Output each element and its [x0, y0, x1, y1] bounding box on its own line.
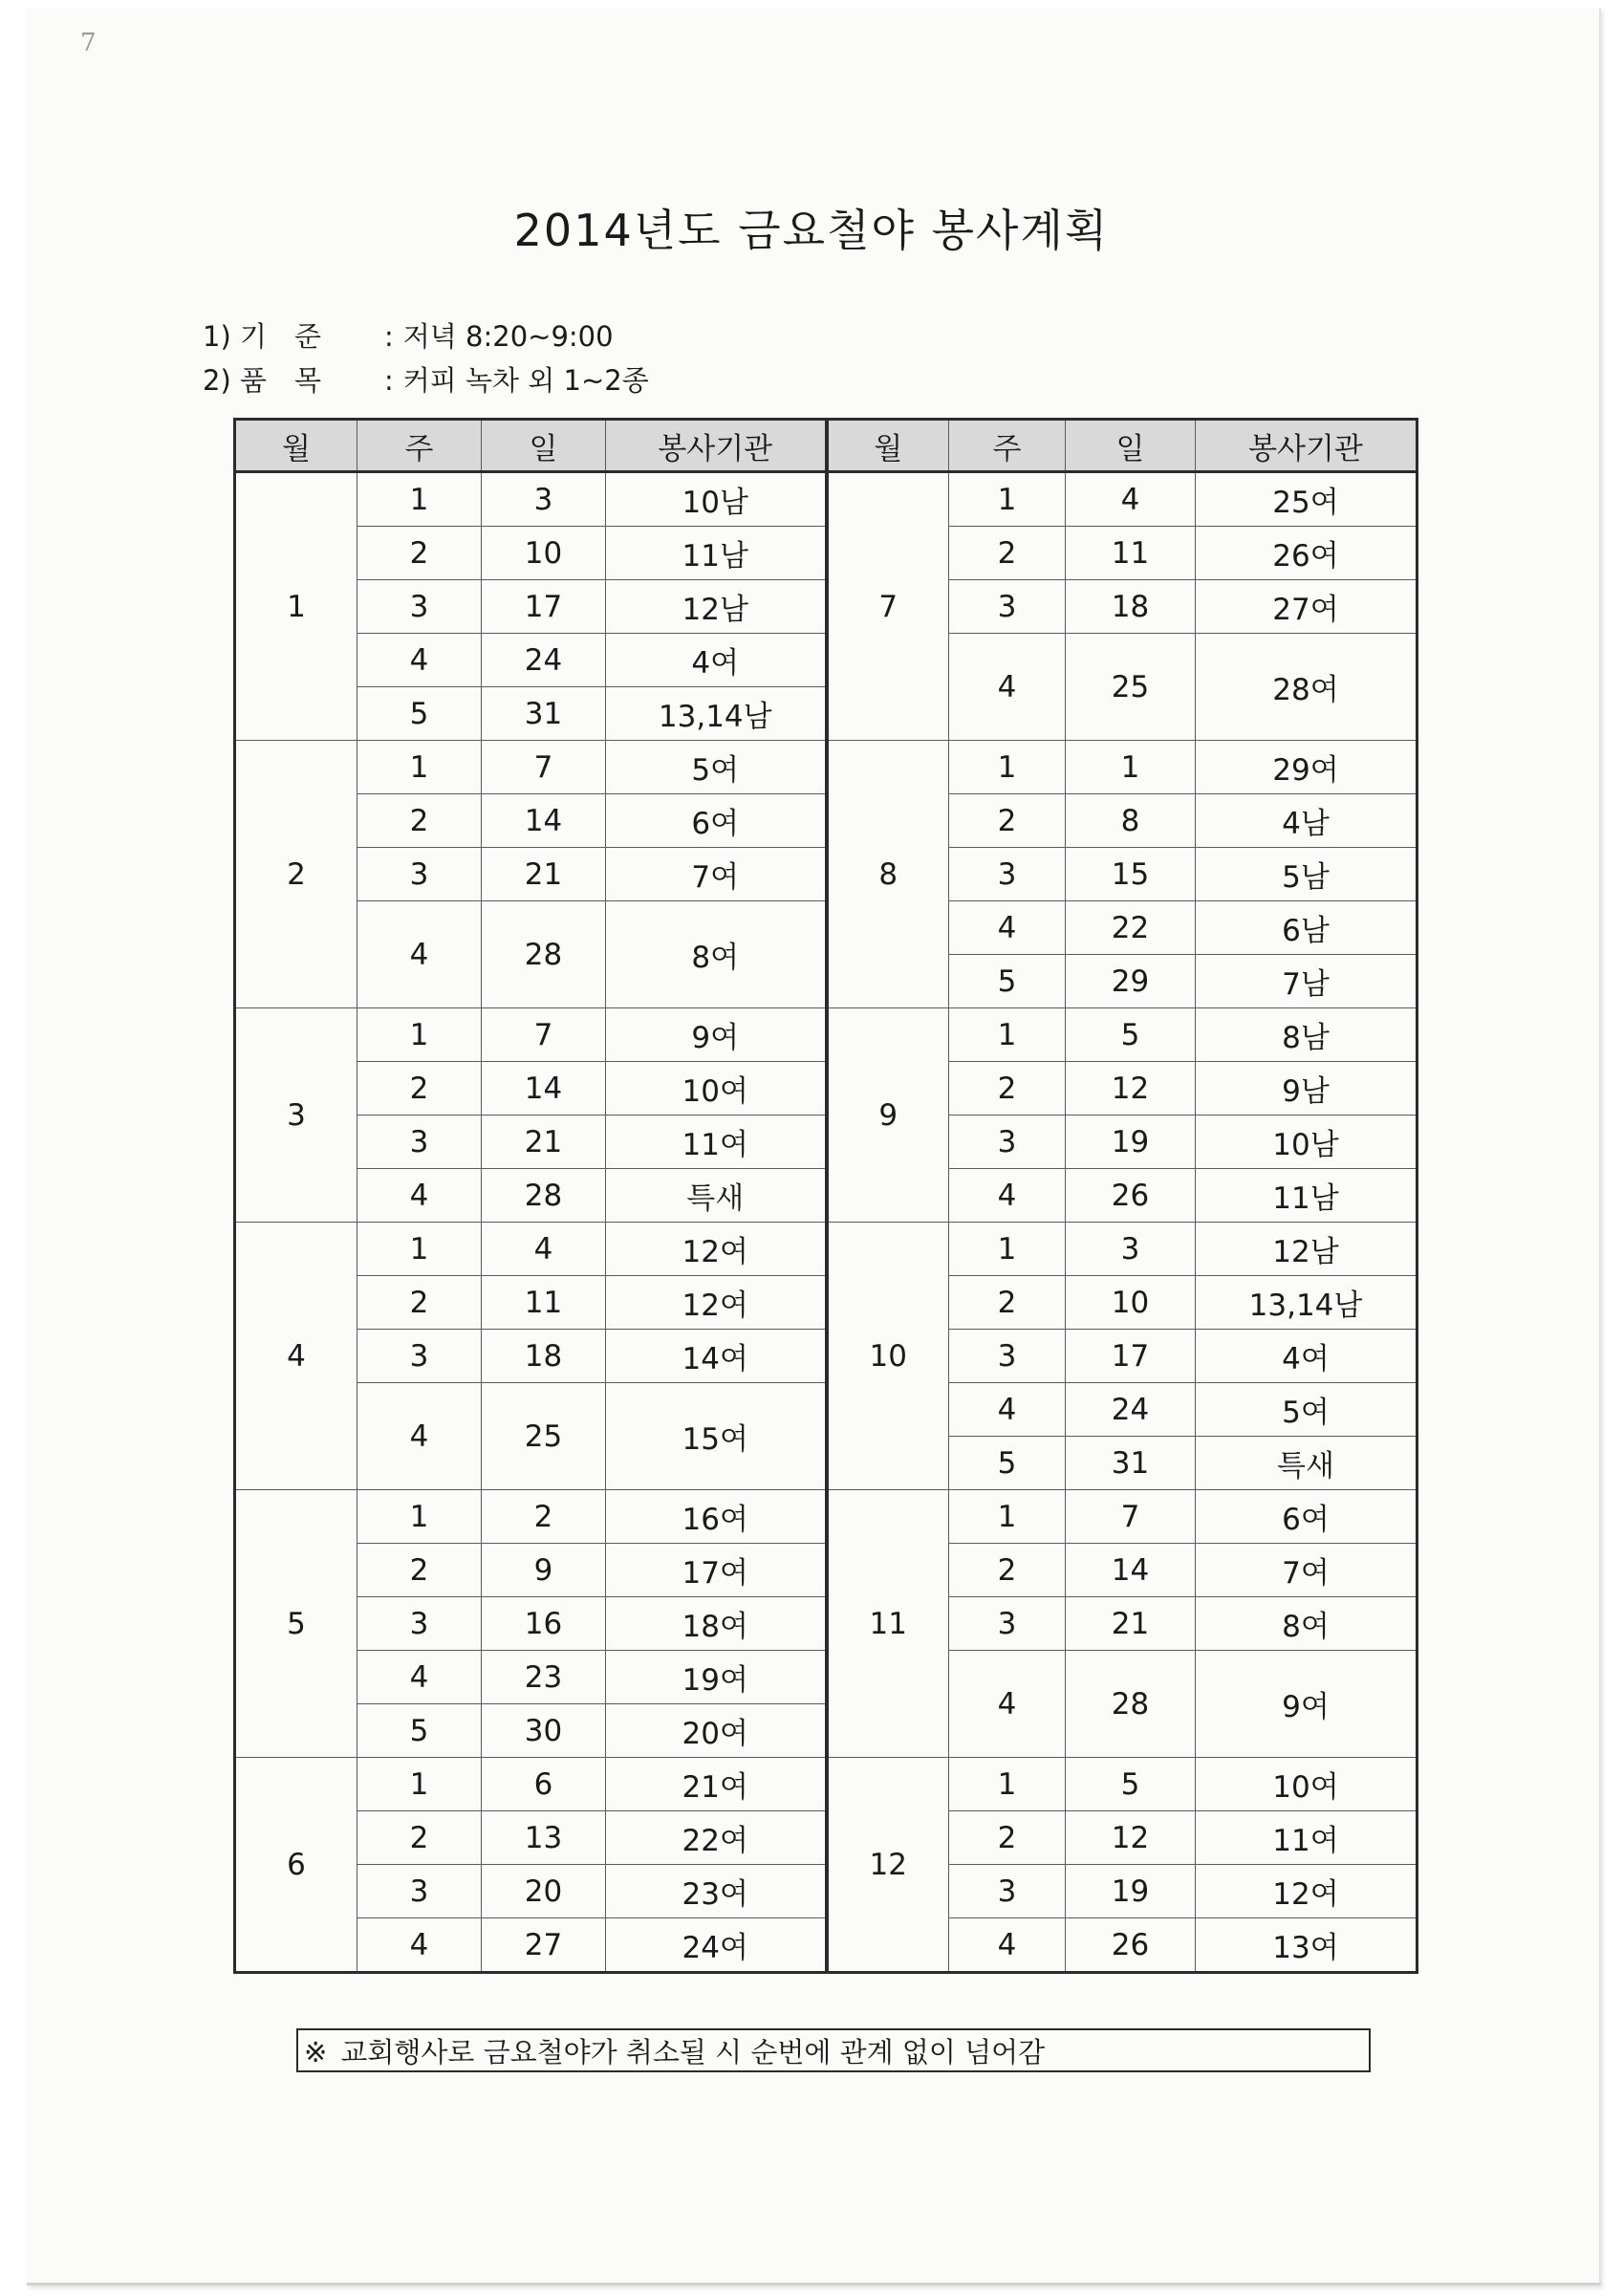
month-cell: 3 — [235, 1008, 357, 1223]
org-cell: 7남 — [1196, 955, 1417, 1008]
day-cell: 25 — [482, 1383, 606, 1490]
week-cell: 2 — [949, 794, 1066, 848]
org-cell: 12남 — [1196, 1223, 1417, 1276]
day-cell: 17 — [482, 580, 606, 634]
table-row — [235, 741, 1417, 794]
table-row — [235, 1490, 1417, 1544]
org-cell: 25여 — [1196, 472, 1417, 527]
header-row — [235, 420, 1417, 472]
table-row — [235, 1116, 1417, 1169]
day-cell: 12 — [1066, 1811, 1196, 1865]
week-cell: 4 — [357, 1169, 482, 1223]
org-cell: 7여 — [606, 848, 827, 901]
org-cell: 6여 — [606, 794, 827, 848]
month-cell: 7 — [827, 472, 949, 741]
org-cell: 11여 — [606, 1116, 827, 1169]
org-cell: 5여 — [1196, 1383, 1417, 1437]
org-cell: 특새 — [1196, 1437, 1417, 1490]
month-cell: 8 — [827, 741, 949, 1008]
table-row — [235, 1651, 1417, 1704]
org-cell: 12여 — [1196, 1865, 1417, 1918]
week-cell: 2 — [357, 1811, 482, 1865]
table-row — [235, 527, 1417, 580]
week-cell: 3 — [949, 1116, 1066, 1169]
week-cell: 3 — [949, 848, 1066, 901]
org-cell: 10여 — [606, 1062, 827, 1116]
day-cell: 14 — [1066, 1544, 1196, 1597]
cancellation-note — [296, 2028, 1371, 2072]
org-cell: 18여 — [606, 1597, 827, 1651]
day-cell: 4 — [1066, 472, 1196, 527]
org-cell: 11여 — [1196, 1811, 1417, 1865]
week-cell: 4 — [949, 634, 1066, 741]
day-cell: 14 — [482, 1062, 606, 1116]
org-cell: 21여 — [606, 1758, 827, 1811]
day-cell: 4 — [482, 1223, 606, 1276]
day-cell: 21 — [482, 1116, 606, 1169]
day-cell: 28 — [482, 901, 606, 1008]
criteria-label: 2) 품 목 — [203, 364, 322, 397]
week-cell: 3 — [357, 1330, 482, 1383]
org-cell: 20여 — [606, 1704, 827, 1758]
week-cell: 2 — [357, 527, 482, 580]
org-cell: 9남 — [1196, 1062, 1417, 1116]
org-cell: 8남 — [1196, 1008, 1417, 1062]
month-cell: 11 — [827, 1490, 949, 1758]
page-title: 2014년도 금요철야 봉사계획 — [513, 205, 1110, 256]
org-cell: 13,14남 — [1196, 1276, 1417, 1330]
schedule-table — [233, 418, 1418, 1974]
week-cell: 3 — [357, 848, 482, 901]
org-cell: 14여 — [606, 1330, 827, 1383]
week-cell: 3 — [949, 580, 1066, 634]
week-cell: 3 — [357, 1865, 482, 1918]
day-cell: 9 — [482, 1544, 606, 1597]
day-cell: 20 — [482, 1865, 606, 1918]
day-cell: 22 — [1066, 901, 1196, 955]
week-cell: 2 — [949, 1276, 1066, 1330]
table-row — [235, 1330, 1417, 1383]
month-cell: 6 — [235, 1758, 357, 1973]
day-cell: 14 — [482, 794, 606, 848]
day-cell: 25 — [1066, 634, 1196, 741]
day-cell: 13 — [482, 1811, 606, 1865]
day-cell: 31 — [1066, 1437, 1196, 1490]
week-cell: 4 — [949, 1169, 1066, 1223]
org-cell: 4남 — [1196, 794, 1417, 848]
day-cell: 7 — [482, 741, 606, 794]
month-cell: 9 — [827, 1008, 949, 1223]
week-cell: 5 — [949, 955, 1066, 1008]
org-cell: 27여 — [1196, 580, 1417, 634]
week-cell: 5 — [949, 1437, 1066, 1490]
week-cell: 1 — [357, 1223, 482, 1276]
day-cell: 7 — [1066, 1490, 1196, 1544]
week-cell: 2 — [357, 1276, 482, 1330]
org-cell: 23여 — [606, 1865, 827, 1918]
criteria-value: 저녁 8:20~9:00 — [402, 320, 614, 353]
table-row — [235, 848, 1417, 901]
org-cell: 12여 — [606, 1276, 827, 1330]
org-cell: 6여 — [1196, 1490, 1417, 1544]
month-cell: 10 — [827, 1223, 949, 1490]
table-row — [235, 1008, 1417, 1062]
org-cell: 5남 — [1196, 848, 1417, 901]
week-cell: 3 — [949, 1597, 1066, 1651]
week-cell: 3 — [357, 1116, 482, 1169]
day-cell: 21 — [482, 848, 606, 901]
month-cell: 2 — [235, 741, 357, 1008]
org-cell: 28여 — [1196, 634, 1417, 741]
week-cell: 4 — [949, 1918, 1066, 1973]
week-cell: 4 — [357, 1651, 482, 1704]
header-week: 주 — [949, 420, 1066, 472]
org-cell: 4여 — [606, 634, 827, 687]
org-cell: 10여 — [1196, 1758, 1417, 1811]
org-cell: 15여 — [606, 1383, 827, 1490]
day-cell: 18 — [1066, 580, 1196, 634]
day-cell: 17 — [1066, 1330, 1196, 1383]
week-cell: 2 — [357, 794, 482, 848]
org-cell: 특새 — [606, 1169, 827, 1223]
week-cell: 1 — [357, 1758, 482, 1811]
org-cell: 12여 — [606, 1223, 827, 1276]
org-cell: 17여 — [606, 1544, 827, 1597]
month-cell: 1 — [235, 472, 357, 741]
day-cell: 3 — [482, 472, 606, 527]
org-cell: 10남 — [1196, 1116, 1417, 1169]
week-cell: 2 — [949, 1811, 1066, 1865]
day-cell: 31 — [482, 687, 606, 741]
day-cell: 23 — [482, 1651, 606, 1704]
table-row — [235, 634, 1417, 687]
note-text: 교회행사로 금요철야가 취소될 시 순번에 관계 없이 넘어감 — [340, 2036, 1046, 2069]
org-cell: 26여 — [1196, 527, 1417, 580]
week-cell: 4 — [949, 1383, 1066, 1437]
week-cell: 2 — [949, 1544, 1066, 1597]
day-cell: 6 — [482, 1758, 606, 1811]
header-day: 일 — [1066, 420, 1196, 472]
table-row — [235, 1544, 1417, 1597]
org-cell: 13,14남 — [606, 687, 827, 741]
header-day: 일 — [482, 420, 606, 472]
table-row — [235, 1865, 1417, 1918]
week-cell: 1 — [949, 1758, 1066, 1811]
day-cell: 16 — [482, 1597, 606, 1651]
week-cell: 4 — [357, 901, 482, 1008]
week-cell: 5 — [357, 1704, 482, 1758]
note-mark: ※ — [304, 2036, 328, 2069]
org-cell: 10남 — [606, 472, 827, 527]
org-cell: 29여 — [1196, 741, 1417, 794]
org-cell: 11남 — [1196, 1169, 1417, 1223]
header-month: 월 — [235, 420, 357, 472]
org-cell: 7여 — [1196, 1544, 1417, 1597]
table-row — [235, 1811, 1417, 1865]
day-cell: 24 — [1066, 1383, 1196, 1437]
header-org: 봉사기관 — [606, 420, 827, 472]
day-cell: 7 — [482, 1008, 606, 1062]
week-cell: 4 — [357, 634, 482, 687]
day-cell: 28 — [1066, 1651, 1196, 1758]
week-cell: 1 — [357, 1490, 482, 1544]
criteria-items: 2) 품 목 : 커피 녹차 외 1~2종 — [203, 359, 649, 399]
org-cell: 8여 — [606, 901, 827, 1008]
week-cell: 1 — [357, 1008, 482, 1062]
week-cell: 2 — [949, 527, 1066, 580]
day-cell: 30 — [482, 1704, 606, 1758]
month-cell: 4 — [235, 1223, 357, 1490]
table-row — [235, 1918, 1417, 1973]
day-cell: 19 — [1066, 1865, 1196, 1918]
org-cell: 9여 — [606, 1008, 827, 1062]
week-cell: 1 — [357, 741, 482, 794]
week-cell: 4 — [357, 1918, 482, 1973]
day-cell: 5 — [1066, 1758, 1196, 1811]
week-cell: 4 — [357, 1383, 482, 1490]
week-cell: 3 — [357, 580, 482, 634]
org-cell: 5여 — [606, 741, 827, 794]
criteria-time: 1) 기 준 : 저녁 8:20~9:00 — [203, 315, 614, 355]
org-cell: 13여 — [1196, 1918, 1417, 1973]
header-week: 주 — [357, 420, 482, 472]
org-cell: 8여 — [1196, 1597, 1417, 1651]
day-cell: 11 — [1066, 527, 1196, 580]
week-cell: 1 — [949, 741, 1066, 794]
week-cell: 4 — [949, 1651, 1066, 1758]
org-cell: 16여 — [606, 1490, 827, 1544]
week-cell: 3 — [357, 1597, 482, 1651]
week-cell: 3 — [949, 1330, 1066, 1383]
table-row — [235, 580, 1417, 634]
table-row — [235, 1758, 1417, 1811]
day-cell: 26 — [1066, 1918, 1196, 1973]
day-cell: 11 — [482, 1276, 606, 1330]
table-row — [235, 901, 1417, 955]
day-cell: 2 — [482, 1490, 606, 1544]
week-cell: 2 — [357, 1544, 482, 1597]
week-cell: 5 — [357, 687, 482, 741]
week-cell: 1 — [949, 472, 1066, 527]
org-cell: 6남 — [1196, 901, 1417, 955]
week-cell: 1 — [949, 1490, 1066, 1544]
table-row — [235, 1223, 1417, 1276]
org-cell: 11남 — [606, 527, 827, 580]
day-cell: 21 — [1066, 1597, 1196, 1651]
day-cell: 27 — [482, 1918, 606, 1973]
org-cell: 9여 — [1196, 1651, 1417, 1758]
table-row — [235, 472, 1417, 527]
day-cell: 5 — [1066, 1008, 1196, 1062]
org-cell: 19여 — [606, 1651, 827, 1704]
month-cell: 12 — [827, 1758, 949, 1973]
criteria-value: 커피 녹차 외 1~2종 — [402, 364, 649, 397]
day-cell: 10 — [1066, 1276, 1196, 1330]
day-cell: 29 — [1066, 955, 1196, 1008]
day-cell: 8 — [1066, 794, 1196, 848]
day-cell: 24 — [482, 634, 606, 687]
week-cell: 1 — [949, 1008, 1066, 1062]
table-row — [235, 1597, 1417, 1651]
day-cell: 18 — [482, 1330, 606, 1383]
org-cell: 12남 — [606, 580, 827, 634]
org-cell: 24여 — [606, 1918, 827, 1973]
table-row — [235, 1169, 1417, 1223]
day-cell: 12 — [1066, 1062, 1196, 1116]
table-row — [235, 1062, 1417, 1116]
week-cell: 1 — [357, 472, 482, 527]
day-cell: 10 — [482, 527, 606, 580]
day-cell: 28 — [482, 1169, 606, 1223]
header-month: 월 — [827, 420, 949, 472]
table-row — [235, 794, 1417, 848]
week-cell: 2 — [357, 1062, 482, 1116]
week-cell: 3 — [949, 1865, 1066, 1918]
table-row — [235, 1383, 1417, 1437]
week-cell: 2 — [949, 1062, 1066, 1116]
header-org: 봉사기관 — [1196, 420, 1417, 472]
org-cell: 4여 — [1196, 1330, 1417, 1383]
month-cell: 5 — [235, 1490, 357, 1758]
day-cell: 26 — [1066, 1169, 1196, 1223]
day-cell: 1 — [1066, 741, 1196, 794]
margin-mark: 7 — [80, 29, 97, 57]
week-cell: 4 — [949, 901, 1066, 955]
day-cell: 19 — [1066, 1116, 1196, 1169]
org-cell: 22여 — [606, 1811, 827, 1865]
week-cell: 1 — [949, 1223, 1066, 1276]
day-cell: 3 — [1066, 1223, 1196, 1276]
criteria-label: 1) 기 준 — [203, 320, 322, 353]
table-row — [235, 1276, 1417, 1330]
day-cell: 15 — [1066, 848, 1196, 901]
